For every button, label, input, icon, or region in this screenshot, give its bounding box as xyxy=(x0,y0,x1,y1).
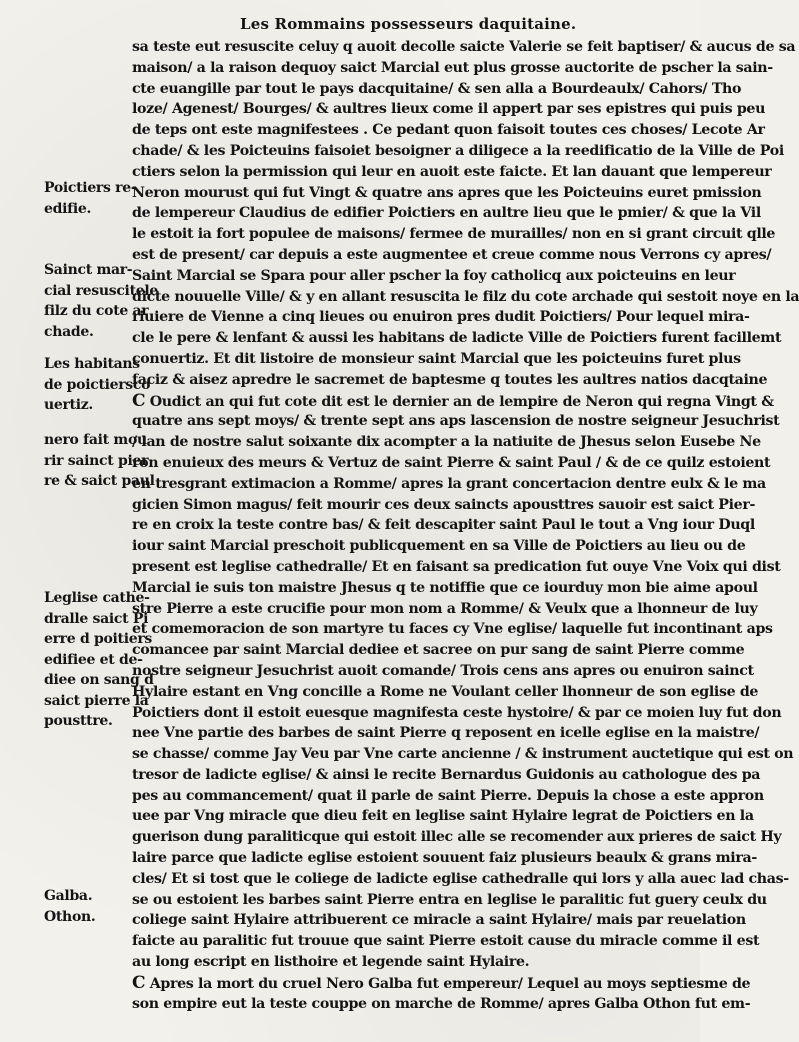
text-line: stre Pierre a este crucifie pour mon nom a Romme/ & Veulx que a lhonneur de luy xyxy=(132,600,758,617)
margin-note-line: Les habitans xyxy=(44,356,140,372)
margin-note-line: Othon. xyxy=(44,908,96,925)
text-line: pes au commancement/ quat il parle de saint Pierre. Depuis la chose a este appron xyxy=(132,787,764,804)
margin-note-line: Leglise cathe- xyxy=(44,590,150,606)
margin-note-nero-fait-mourir xyxy=(44,430,155,492)
margin-note-line: uertiz. xyxy=(44,397,93,413)
margin-note-line: re & saict paul xyxy=(44,473,155,489)
body-text xyxy=(132,37,799,1014)
margin-note-poictiers-reedifie xyxy=(44,178,136,219)
text-line: Marcial ie suis ton maistre Jhesus q te notiffie que ce iourduy mon bie aime apoul xyxy=(132,579,758,596)
text-line: sa teste eut resuscite celuy q auoit decolle saicte Valerie se feit baptiser/ & aucus de sa xyxy=(132,39,796,55)
text-line: faciz & aisez apredre le sacremet de baptesme q toutes les aultres natios dacqtaine xyxy=(132,371,768,388)
text-line: et comemoracion de son martyre tu faces cy Vne eglise/ laquelle fut incontinant aps xyxy=(132,621,773,638)
text-line: nostre seigneur Jesuchrist auoit comande/ Trois cens ans apres ou enuiron sainct xyxy=(132,662,754,679)
margin-note-line: dralle saict Pi xyxy=(44,610,149,627)
text-line: nee Vne partie des barbes de saint Pierre q reposent en icelle eglise en la maistre/ xyxy=(132,725,760,742)
text-line: C Oudict an qui fut cote dit est le dernier an de lempire de Neron qui regna Vingt & xyxy=(132,390,774,411)
text-line: chade/ & les Poicteuins faisoiet besoigner a diligece a la reedificatio de la Ville de Poi xyxy=(132,142,784,159)
margin-note-line: saict pierre la xyxy=(44,692,149,709)
margin-note-line: edifiee et de- xyxy=(44,651,143,668)
text-line: cles/ Et si tost que le coliege de ladicte eglise cathedralle qui lors y alla auec lad chas- xyxy=(132,870,789,887)
margin-note-line: de poictiersco xyxy=(44,376,151,393)
margin-note-line: Sainct mar- xyxy=(44,262,133,278)
text-line: gicien Simon magus/ feit mourir ces deux saincts apousttres sauoir est saict Pier- xyxy=(132,496,755,513)
margin-note-line: pousttre. xyxy=(44,713,113,729)
margin-note-line: chade. xyxy=(44,323,94,340)
text-line: dicte nouuelle Ville/ & y en allant resuscita le filz du cote archade qui sestoit noye en la xyxy=(132,288,799,305)
text-line: Poictiers dont il estoit euesque magnifesta ceste hystoire/ & par ce moien luy fut don xyxy=(132,704,782,721)
text-line: / lan de nostre salut soixante dix acompter a la natiuite de Jhesus selon Eusebe Ne xyxy=(132,434,761,451)
text-line: tresor de ladicte eglise/ & ainsi le recite Bernardus Guidonis au cathologue des pa xyxy=(132,766,761,783)
text-line: maison/ a la raison dequoy saict Marcial eut plus grosse auctorite de pscher la sain- xyxy=(132,59,773,76)
margin-note-line: erre d poitiers xyxy=(44,631,152,647)
margin-note-line: edifie. xyxy=(44,200,92,217)
text-line: faicte au paralitic fut trouue que saint Pierre estoit cause du miracle comme il est xyxy=(132,933,760,950)
margin-note-line: filz du cote ar xyxy=(44,303,149,319)
margin-note-line: cial resuscitele xyxy=(44,282,158,299)
text-line: en tresgrant extimacion a Romme/ apres la grant concertacion dentre eulx & le ma xyxy=(132,475,766,492)
text-line: riuiere de Vienne a cinq lieues ou enuiron pres dudit Poictiers/ Pour lequel mira- xyxy=(132,309,750,326)
text-line: Hylaire estant en Vng concille a Rome ne Voulant celler lhonneur de son eglise de xyxy=(132,683,759,700)
text-line: de teps ont este magnifestees . Ce pedant quon faisoit toutes ces choses/ Lecote Ar xyxy=(132,122,765,139)
margin-note-galba-othon xyxy=(44,886,136,927)
text-line: cte euangille par tout le pays dacquitaine/ & sen alla a Bourdeaulx/ Cahors/ Tho xyxy=(132,80,742,97)
text-line: le estoit ia fort populee de maisons/ fermee de murailles/ non en si grant circuit qlle xyxy=(132,226,776,243)
text-line: se ou estoient les barbes saint Pierre entra en leglise le paralitic fut guery ceulx du xyxy=(132,891,767,908)
text-line: iour saint Marcial preschoit publicquement en sa Ville de Poictiers au lieu ou de xyxy=(132,538,746,555)
text-line: C Apres la mort du cruel Nero Galba fut empereur/ Lequel au moys septiesme de xyxy=(132,972,751,993)
margin-note-saint-marcial-resuscite xyxy=(44,260,158,342)
text-line: Saint Marcial se Spara pour aller pscher la foy catholicq aux poicteuins en leur xyxy=(132,267,736,284)
text-line: de lempereur Claudius de edifier Poictiers en aultre lieu que le pmier/ & que la Vil xyxy=(132,205,761,222)
margin-note-line: Poictiers re- xyxy=(44,180,137,196)
text-line: conuertiz. Et dit listoire de monsieur saint Marcial que les poicteuins furet plus xyxy=(132,350,741,367)
text-line: cle le pere & lenfant & aussi les habitans de ladicte Ville de Poictiers furent facillemt xyxy=(132,330,782,347)
text-line: son empire eut la teste couppe on marche de Romme/ apres Galba Othon fut em- xyxy=(132,995,751,1012)
text-line: Neron mourust qui fut Vingt & quatre ans apres que les Poicteuins euret pmission xyxy=(132,184,762,201)
margin-note-line: nero fait mou xyxy=(44,432,147,448)
text-line: quatre ans sept moys/ & trente sept ans aps lascension de nostre seigneur Jesuchrist xyxy=(132,413,780,430)
margin-note-line: diee on sang d xyxy=(44,672,154,688)
text-line: au long escript en listhoire et legende saint Hylaire. xyxy=(132,954,530,971)
margin-note-eglise-cathedralle xyxy=(44,588,154,732)
margin-note-habitans-convertiz xyxy=(44,354,151,416)
text-line: guerison dung paraliticque qui estoit illec alle se recomender aux prieres de saict Hy xyxy=(132,829,782,846)
margin-note-line: Galba. xyxy=(44,888,93,904)
text-line: coliege saint Hylaire attribuerent ce miracle a saint Hylaire/ mais par reuelation xyxy=(132,912,746,929)
margin-note-line: rir sainct pier xyxy=(44,452,149,469)
text-line: uee par Vng miracle que dieu feit en leglise saint Hylaire legrat de Poictiers en la xyxy=(132,808,754,825)
text-line: re en croix la teste contre bas/ & feit descapiter saint Paul le tout a Vng iour Duql xyxy=(132,517,755,534)
text-line: comancee par saint Marcial dediee et sacree on pur sang de saint Pierre comme xyxy=(132,642,745,659)
text-line: present est leglise cathedralle/ Et en faisant sa predication fut ouye Vne Voix qui dist xyxy=(132,558,781,575)
text-line: ctiers selon la permission qui leur en auoit este faicte. Et lan dauant que lempereur xyxy=(132,163,772,180)
text-line: loze/ Agenest/ Bourges/ & aultres lieux come il appert par ses epistres qui puis peu xyxy=(132,101,766,118)
text-line: laire parce que ladicte eglise estoient souuent faiz plusieurs beaulx & grans mira- xyxy=(132,850,757,867)
text-line: ron enuieux des meurs & Vertuz de saint Pierre & saint Paul / & de ce quilz estoient xyxy=(132,454,771,471)
text-line: est de present/ car depuis a este augmentee et creue comme nous Verrons cy apres/ xyxy=(132,246,772,263)
running-head: Les Rommains possesseurs daquitaine. xyxy=(240,15,577,33)
text-line: se chasse/ comme Jay Veu par Vne carte ancienne / & instrument auctetique qui est on xyxy=(132,746,794,763)
